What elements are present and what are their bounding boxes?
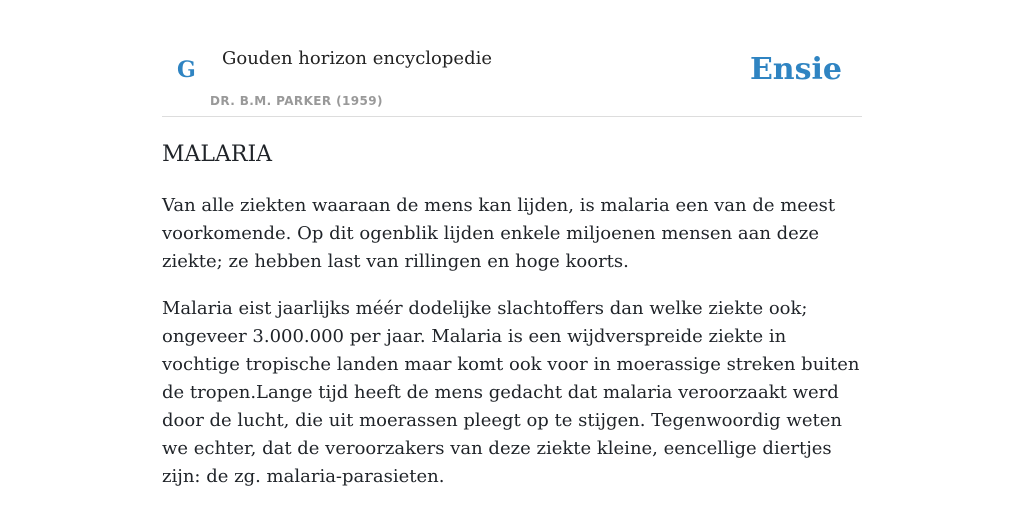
article-title: MALARIA	[162, 142, 273, 167]
book-title-link[interactable]: Gouden horizon encyclopedie	[222, 48, 492, 69]
book-logo-icon[interactable]: G	[177, 57, 196, 83]
book-header	[162, 0, 862, 117]
article-paragraph: Malaria eist jaarlijks méér dodelijke slachtoffers dan welke ziekte ook; ongeveer 3.000.000 per jaar. Malaria is een wijdverspreide ziekte in vochtige tropische landen maar komt ook voor in moerassige streken buiten de tropen.Lange tijd heeft de mens gedacht dat malaria veroorzaakt werd door de lucht, die uit moerassen pleegt op te stijgen. Tegenwoordig weten we echter, dat de veroorzakers van deze ziekte kleine, eencellige diertjes zijn: de zg. malaria-parasieten.	[162, 298, 860, 487]
book-author: DR. B.M. PARKER (1959)	[210, 94, 383, 108]
ensie-brand-link[interactable]: Ensie	[749, 52, 842, 87]
encyclopedia-page	[162, 0, 862, 512]
article-paragraph: Van alle ziekten waaraan de mens kan lijden, is malaria een van de meest voorkomende. Op dit ogenblik lijden enkele miljoenen mensen aan deze ziekte; ze hebben last van rillingen en hoge koorts.	[162, 195, 836, 272]
article-body	[162, 192, 862, 510]
